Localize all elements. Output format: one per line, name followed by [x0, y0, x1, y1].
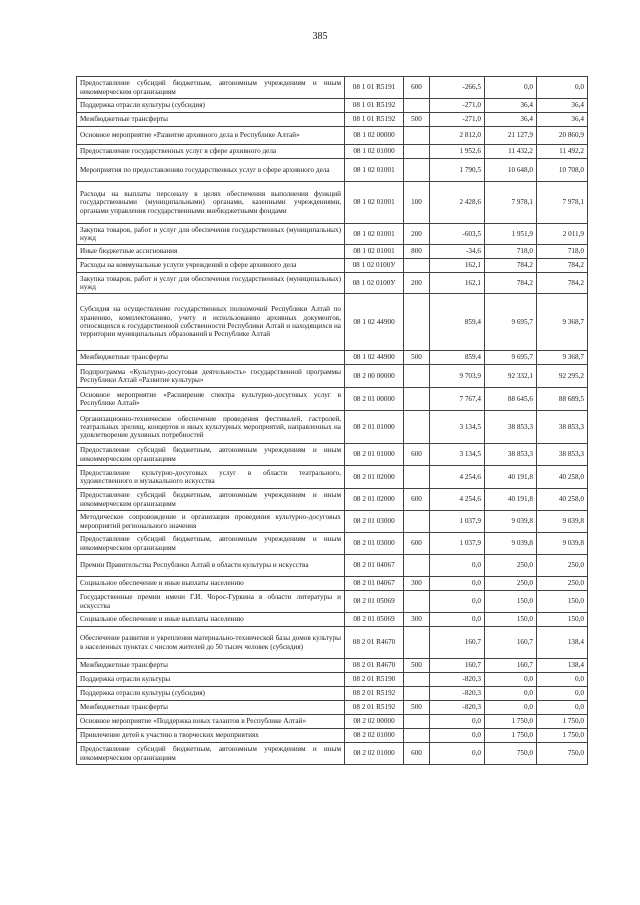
table-row — [77, 673, 588, 687]
row-expense-type — [404, 673, 430, 687]
row-expense-type — [404, 627, 430, 659]
table-row — [77, 351, 588, 365]
row-code: 08 2 01 01000 — [345, 411, 404, 444]
row-amount-3: 718,0 — [537, 245, 588, 259]
row-name: Предоставление государственных услуг в сфере архивного дела — [77, 145, 345, 159]
row-amount-1: 9 703,9 — [430, 365, 485, 388]
row-amount-2: 40 191,8 — [485, 466, 537, 489]
row-amount-3: 150,0 — [537, 591, 588, 613]
row-code: 08 2 01 05069 — [345, 591, 404, 613]
table-row — [77, 294, 588, 351]
row-name: Поддержка отрасли культуры (субсидия) — [77, 687, 345, 701]
table-row — [77, 259, 588, 273]
table-row — [77, 127, 588, 145]
row-amount-2: 784,2 — [485, 259, 537, 273]
row-amount-2: 250,0 — [485, 577, 537, 591]
row-amount-3: 11 492,2 — [537, 145, 588, 159]
table-row — [77, 659, 588, 673]
table-row — [77, 511, 588, 533]
row-name: Социальное обеспечение и иные выплаты населению — [77, 613, 345, 627]
table-row — [77, 577, 588, 591]
row-expense-type: 600 — [404, 743, 430, 765]
row-amount-3: 36,4 — [537, 99, 588, 113]
row-expense-type — [404, 127, 430, 145]
row-expense-type — [404, 99, 430, 113]
row-code: 08 1 02 0100У — [345, 259, 404, 273]
row-amount-3: 2 011,9 — [537, 224, 588, 245]
budget-table-body — [77, 77, 588, 765]
row-amount-1: 4 254,6 — [430, 466, 485, 489]
table-row — [77, 99, 588, 113]
row-amount-2: 9 695,7 — [485, 294, 537, 351]
row-amount-2: 7 978,1 — [485, 182, 537, 224]
row-name: Предоставление субсидий бюджетным, автономным учреждениям и иным некоммерческим организациям — [77, 444, 345, 466]
row-amount-3: 88 689,5 — [537, 388, 588, 411]
row-amount-2: 88 645,6 — [485, 388, 537, 411]
row-expense-type: 600 — [404, 77, 430, 99]
budget-table — [76, 76, 588, 765]
row-amount-1: 2 428,6 — [430, 182, 485, 224]
row-amount-2: 38 853,3 — [485, 444, 537, 466]
row-name: Межбюджетные трансферты — [77, 351, 345, 365]
row-amount-2: 150,0 — [485, 613, 537, 627]
row-name: Межбюджетные трансферты — [77, 113, 345, 127]
row-amount-3: 7 978,1 — [537, 182, 588, 224]
row-amount-1: 0,0 — [430, 729, 485, 743]
row-amount-2: 21 127,9 — [485, 127, 537, 145]
row-name: Организационно-техническое обеспечение проведения фестивалей, гастролей, театральных зрелищ, концертов и иных культурных мероприятий, направленных на удовлетворение духовных потребностей — [77, 411, 345, 444]
row-expense-type: 100 — [404, 182, 430, 224]
row-code: 08 1 02 01001 — [345, 224, 404, 245]
row-amount-3: 138,4 — [537, 627, 588, 659]
table-row — [77, 182, 588, 224]
row-amount-3: 38 853,3 — [537, 411, 588, 444]
row-name: Расходы на выплаты персоналу в целях обеспечения выполнения функций государственными (муниципальными) органами, казенными учреждениями, органами управления государственными внебюджетными фондами — [77, 182, 345, 224]
row-amount-1: -271,0 — [430, 99, 485, 113]
row-amount-3: 10 708,0 — [537, 159, 588, 182]
table-row — [77, 245, 588, 259]
row-amount-1: 1 037,9 — [430, 511, 485, 533]
row-code: 08 2 01 R5190 — [345, 673, 404, 687]
row-amount-2: 160,7 — [485, 659, 537, 673]
row-amount-1: 0,0 — [430, 591, 485, 613]
row-expense-type: 500 — [404, 351, 430, 365]
row-amount-2: 160,7 — [485, 627, 537, 659]
table-row — [77, 411, 588, 444]
row-amount-2: 11 432,2 — [485, 145, 537, 159]
row-expense-type: 500 — [404, 701, 430, 715]
row-amount-1: 162,1 — [430, 273, 485, 294]
table-row — [77, 729, 588, 743]
row-amount-2: 92 332,1 — [485, 365, 537, 388]
row-expense-type — [404, 687, 430, 701]
row-amount-2: 1 750,0 — [485, 715, 537, 729]
row-amount-1: 3 134,5 — [430, 444, 485, 466]
row-expense-type: 600 — [404, 533, 430, 555]
row-code: 08 2 01 03000 — [345, 533, 404, 555]
row-amount-3: 38 853,3 — [537, 444, 588, 466]
row-amount-1: 859,4 — [430, 351, 485, 365]
row-expense-type: 600 — [404, 489, 430, 511]
row-amount-1: -820,3 — [430, 687, 485, 701]
row-amount-2: 10 648,0 — [485, 159, 537, 182]
row-name: Иные бюджетные ассигнования — [77, 245, 345, 259]
row-name: Предоставление субсидий бюджетным, автономным учреждениям и иным некоммерческим организациям — [77, 489, 345, 511]
table-row — [77, 627, 588, 659]
table-row — [77, 701, 588, 715]
table-row — [77, 388, 588, 411]
row-expense-type — [404, 729, 430, 743]
row-amount-1: -820,3 — [430, 673, 485, 687]
row-amount-1: 0,0 — [430, 577, 485, 591]
row-amount-2: 0,0 — [485, 701, 537, 715]
row-expense-type: 500 — [404, 659, 430, 673]
row-code: 08 1 01 R5192 — [345, 113, 404, 127]
row-amount-3: 250,0 — [537, 577, 588, 591]
row-amount-1: -271,0 — [430, 113, 485, 127]
row-code: 08 1 02 01000 — [345, 145, 404, 159]
row-amount-3: 784,2 — [537, 259, 588, 273]
row-code: 08 2 01 R5192 — [345, 701, 404, 715]
row-code: 08 2 02 01000 — [345, 743, 404, 765]
row-amount-3: 0,0 — [537, 687, 588, 701]
row-amount-1: 160,7 — [430, 659, 485, 673]
row-amount-3: 92 295,2 — [537, 365, 588, 388]
table-row — [77, 77, 588, 99]
row-amount-1: -603,5 — [430, 224, 485, 245]
row-name: Основное мероприятие «Поддержка юных талантов в Республике Алтай» — [77, 715, 345, 729]
table-row — [77, 113, 588, 127]
row-code: 08 2 02 01000 — [345, 729, 404, 743]
row-amount-3: 9 039,8 — [537, 511, 588, 533]
row-code: 08 1 02 01001 — [345, 245, 404, 259]
table-row — [77, 687, 588, 701]
row-amount-3: 9 368,7 — [537, 294, 588, 351]
row-code: 08 1 02 44900 — [345, 351, 404, 365]
row-name: Основное мероприятие «Расширение спектра культурно-досуговых услуг в Республике Алтай» — [77, 388, 345, 411]
row-amount-2: 1 951,9 — [485, 224, 537, 245]
row-name: Закупка товаров, работ и услуг для обеспечения государственных (муниципальных) нужд — [77, 273, 345, 294]
row-amount-2: 0,0 — [485, 673, 537, 687]
row-amount-1: 1 037,9 — [430, 533, 485, 555]
row-amount-1: 859,4 — [430, 294, 485, 351]
row-amount-1: 162,1 — [430, 259, 485, 273]
table-row — [77, 159, 588, 182]
table-row — [77, 224, 588, 245]
row-code: 08 2 01 R4670 — [345, 627, 404, 659]
row-expense-type: 200 — [404, 224, 430, 245]
table-row — [77, 715, 588, 729]
row-amount-2: 40 191,8 — [485, 489, 537, 511]
row-name: Закупка товаров, работ и услуг для обеспечения государственных (муниципальных) нужд — [77, 224, 345, 245]
row-amount-1: -266,5 — [430, 77, 485, 99]
row-expense-type — [404, 411, 430, 444]
row-name: Методическое сопровождение и организация проведения культурно-досуговых мероприятий регионального значения — [77, 511, 345, 533]
row-code: 08 2 01 05069 — [345, 613, 404, 627]
row-name: Межбюджетные трансферты — [77, 701, 345, 715]
row-amount-3: 1 750,0 — [537, 715, 588, 729]
row-expense-type — [404, 159, 430, 182]
row-expense-type: 200 — [404, 273, 430, 294]
row-amount-3: 250,0 — [537, 555, 588, 577]
row-expense-type — [404, 294, 430, 351]
row-amount-3: 0,0 — [537, 701, 588, 715]
row-code: 08 2 00 00000 — [345, 365, 404, 388]
table-row — [77, 145, 588, 159]
row-expense-type — [404, 715, 430, 729]
page-number: 385 — [312, 31, 328, 42]
row-name: Расходы на коммунальные услуги учреждений в сфере архивного дела — [77, 259, 345, 273]
table-row — [77, 365, 588, 388]
table-row — [77, 444, 588, 466]
row-expense-type: 600 — [404, 444, 430, 466]
row-name: Субсидия на осуществление государственных полномочий Республики Алтай по хранению, комплектованию, учету и использованию архивных документов, относящихся к государственной собственности Республики Алтай и находящихся на территории муниципальных образований в Республике Алтай — [77, 294, 345, 351]
row-amount-3: 9 039,8 — [537, 533, 588, 555]
row-expense-type: 300 — [404, 613, 430, 627]
row-amount-2: 250,0 — [485, 555, 537, 577]
row-amount-2: 36,4 — [485, 113, 537, 127]
row-amount-2: 718,0 — [485, 245, 537, 259]
row-amount-1: 0,0 — [430, 613, 485, 627]
row-code: 08 1 01 R5191 — [345, 77, 404, 99]
row-amount-2: 9 039,8 — [485, 533, 537, 555]
table-row — [77, 533, 588, 555]
row-amount-1: 3 134,5 — [430, 411, 485, 444]
row-name: Предоставление субсидий бюджетным, автономным учреждениям и иным некоммерческим организациям — [77, 743, 345, 765]
row-name: Подпрограмма «Культурно-досуговая деятельность» государственной программы Республики Алтай «Развитие культуры» — [77, 365, 345, 388]
row-name: Основное мероприятие «Развитие архивного дела в Республике Алтай» — [77, 127, 345, 145]
row-amount-2: 750,0 — [485, 743, 537, 765]
row-code: 08 2 01 04067 — [345, 555, 404, 577]
row-expense-type: 500 — [404, 113, 430, 127]
row-name: Предоставление субсидий бюджетным, автономным учреждениям и иным некоммерческим организациям — [77, 77, 345, 99]
row-code: 08 1 01 R5192 — [345, 99, 404, 113]
row-name: Привлечение детей к участию в творческих мероприятиях — [77, 729, 345, 743]
row-amount-1: 7 767,4 — [430, 388, 485, 411]
table-row — [77, 613, 588, 627]
row-code: 08 1 02 01001 — [345, 159, 404, 182]
row-expense-type — [404, 466, 430, 489]
row-expense-type — [404, 511, 430, 533]
row-expense-type: 300 — [404, 577, 430, 591]
row-name: Поддержка отрасли культуры (субсидия) — [77, 99, 345, 113]
row-expense-type — [404, 365, 430, 388]
row-amount-3: 1 750,0 — [537, 729, 588, 743]
row-name: Межбюджетные трансферты — [77, 659, 345, 673]
row-amount-3: 9 368,7 — [537, 351, 588, 365]
row-amount-2: 0,0 — [485, 687, 537, 701]
row-name: Предоставление культурно-досуговых услуг в области театрального, художественного и музыкального искусства — [77, 466, 345, 489]
row-amount-3: 150,0 — [537, 613, 588, 627]
row-expense-type: 800 — [404, 245, 430, 259]
row-code: 08 1 02 01001 — [345, 182, 404, 224]
row-amount-1: 0,0 — [430, 743, 485, 765]
row-amount-2: 784,2 — [485, 273, 537, 294]
row-amount-2: 9 039,8 — [485, 511, 537, 533]
row-expense-type — [404, 388, 430, 411]
row-name: Мероприятия по предоставлению государственных услуг в сфере архивного дела — [77, 159, 345, 182]
row-amount-3: 0,0 — [537, 673, 588, 687]
row-amount-1: 1 952,6 — [430, 145, 485, 159]
row-code: 08 2 02 00000 — [345, 715, 404, 729]
row-expense-type — [404, 259, 430, 273]
table-row — [77, 466, 588, 489]
row-amount-3: 138,4 — [537, 659, 588, 673]
row-amount-3: 0,0 — [537, 77, 588, 99]
row-amount-2: 0,0 — [485, 77, 537, 99]
row-code: 08 2 01 04067 — [345, 577, 404, 591]
row-name: Поддержка отрасли культуры — [77, 673, 345, 687]
row-code: 08 1 02 00000 — [345, 127, 404, 145]
row-name: Социальное обеспечение и иные выплаты населению — [77, 577, 345, 591]
row-code: 08 2 01 03000 — [345, 511, 404, 533]
row-code: 08 2 01 02000 — [345, 489, 404, 511]
table-row — [77, 555, 588, 577]
row-amount-3: 784,2 — [537, 273, 588, 294]
row-amount-1: 160,7 — [430, 627, 485, 659]
row-amount-1: -34,6 — [430, 245, 485, 259]
row-amount-3: 40 258,0 — [537, 466, 588, 489]
row-amount-1: -820,3 — [430, 701, 485, 715]
row-amount-1: 0,0 — [430, 555, 485, 577]
row-expense-type — [404, 555, 430, 577]
row-amount-1: 2 812,0 — [430, 127, 485, 145]
row-name: Государственные премии имени Г.И. Чорос-Гуркина в области литературы и искусства — [77, 591, 345, 613]
row-amount-1: 0,0 — [430, 715, 485, 729]
row-amount-2: 36,4 — [485, 99, 537, 113]
row-amount-2: 150,0 — [485, 591, 537, 613]
row-amount-1: 4 254,6 — [430, 489, 485, 511]
row-expense-type — [404, 145, 430, 159]
row-code: 08 1 02 44900 — [345, 294, 404, 351]
row-code: 08 2 01 02000 — [345, 466, 404, 489]
row-code: 08 2 01 R4670 — [345, 659, 404, 673]
table-row — [77, 489, 588, 511]
row-name: Обеспечение развития и укрепления материально-технической базы домов культуры в населенных пунктах с числом жителей до 50 тысяч человек (субсидия) — [77, 627, 345, 659]
row-name: Предоставление субсидий бюджетным, автономным учреждениям и иным некоммерческим организациям — [77, 533, 345, 555]
table-row — [77, 743, 588, 765]
row-name: Премии Правительства Республики Алтай в области культуры и искусства — [77, 555, 345, 577]
row-code: 08 2 01 01000 — [345, 444, 404, 466]
row-amount-1: 1 790,5 — [430, 159, 485, 182]
row-amount-3: 40 258,0 — [537, 489, 588, 511]
table-row — [77, 591, 588, 613]
row-amount-3: 36,4 — [537, 113, 588, 127]
row-amount-3: 750,0 — [537, 743, 588, 765]
row-amount-2: 1 750,0 — [485, 729, 537, 743]
table-row — [77, 273, 588, 294]
row-amount-3: 20 860,9 — [537, 127, 588, 145]
row-code: 08 2 01 R5192 — [345, 687, 404, 701]
row-code: 08 2 01 00000 — [345, 388, 404, 411]
row-amount-2: 9 695,7 — [485, 351, 537, 365]
row-amount-2: 38 853,3 — [485, 411, 537, 444]
row-expense-type — [404, 591, 430, 613]
row-code: 08 1 02 0100У — [345, 273, 404, 294]
